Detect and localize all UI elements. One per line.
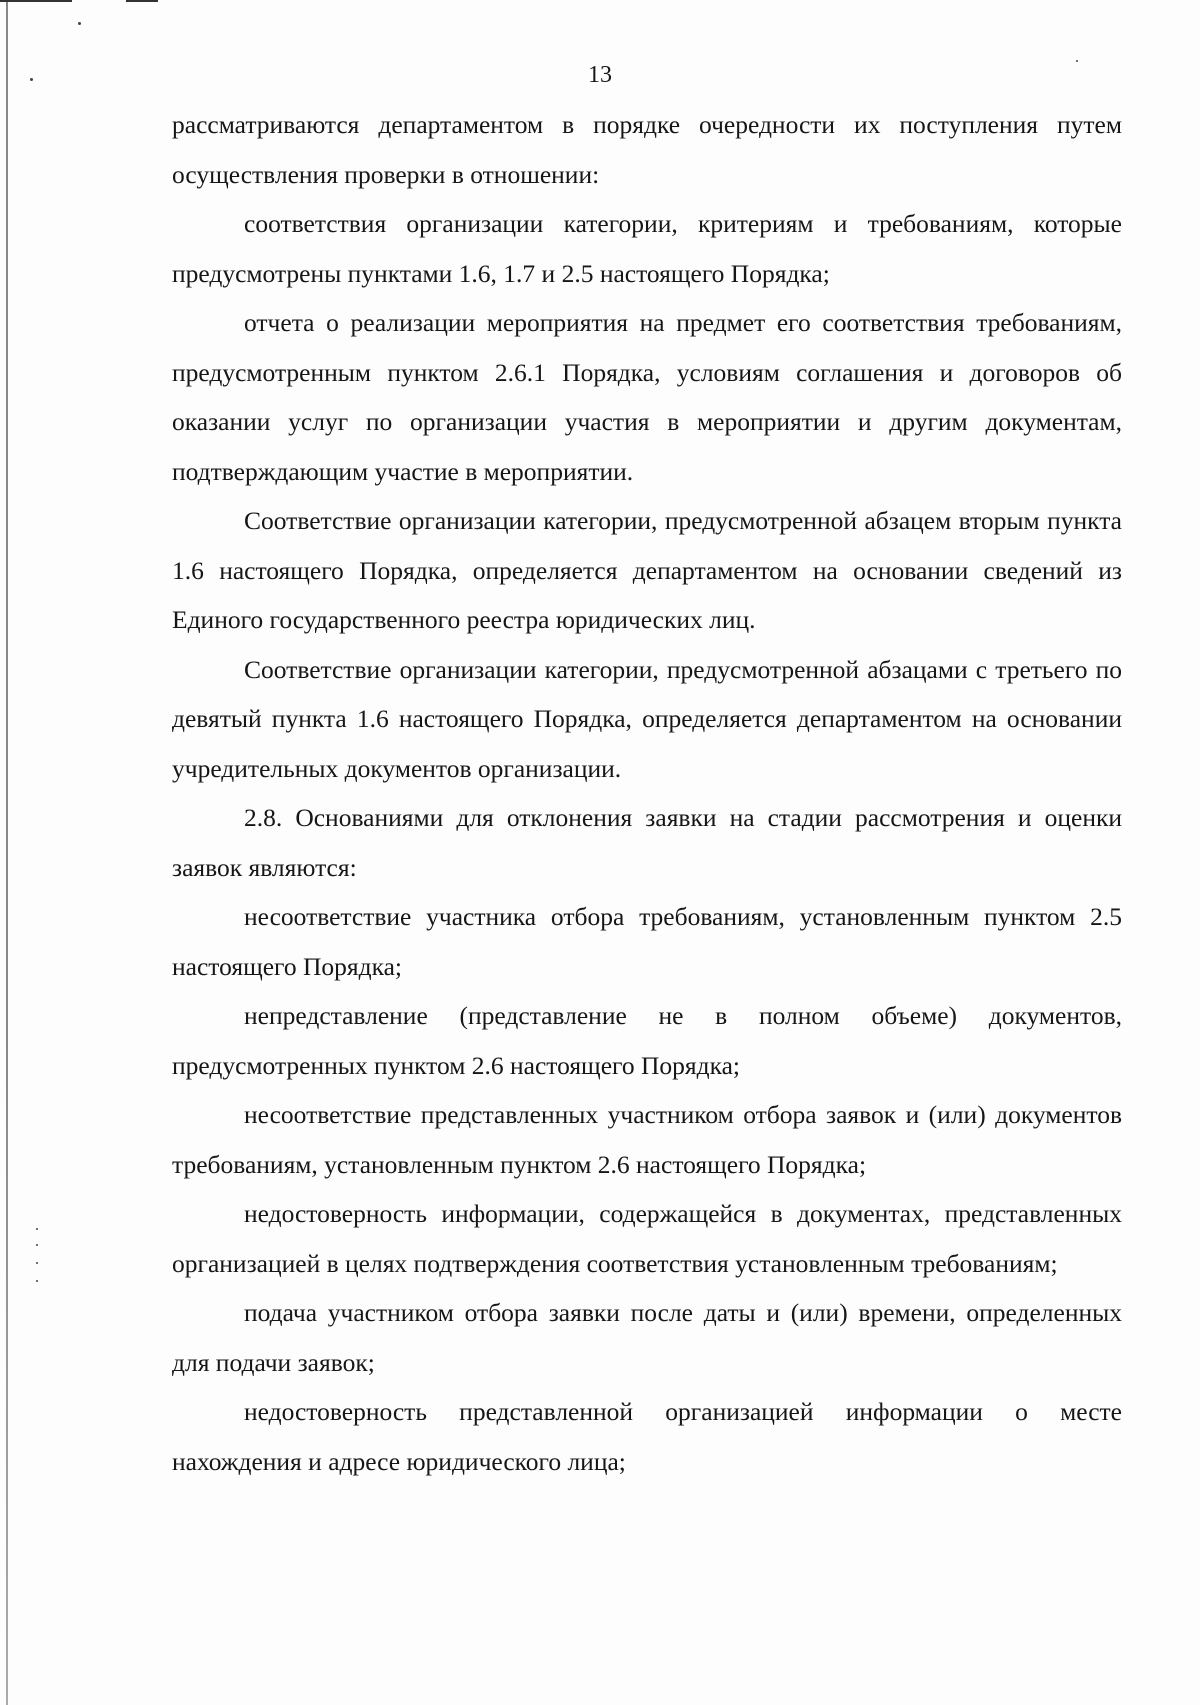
scan-speck bbox=[36, 1244, 38, 1246]
paragraph: недостоверность представленной организацией информации о месте нахождения и адресе юридического лица; bbox=[172, 1397, 1122, 1476]
paragraph: Соответствие организации категории, предусмотренной абзацем вторым пункта 1.6 настоящего Порядка, определяется департаментом на основании сведений из Единого государственного реестра юридических лиц. bbox=[172, 506, 1122, 634]
scan-speck bbox=[78, 22, 81, 25]
paragraph: несоответствие участника отбора требованиям, установленным пунктом 2.5 настоящего Порядка; bbox=[172, 902, 1122, 981]
scan-speck bbox=[36, 1280, 38, 1282]
paragraph: непредставление (представление не в полном объеме) документов, предусмотренных пунктом 2.6 настоящего Порядка; bbox=[172, 1001, 1122, 1080]
paragraph: несоответствие представленных участником отбора заявок и (или) документов требованиям, установленным пунктом 2.6 настоящего Порядка; bbox=[172, 1100, 1122, 1179]
scan-speck bbox=[36, 1262, 38, 1264]
scan-speck bbox=[36, 1228, 38, 1230]
paragraph: соответствия организации категории, критериям и требованиям, которые предусмотрены пунктами 1.6, 1.7 и 2.5 настоящего Порядка; bbox=[172, 209, 1122, 288]
paragraph: 2.8. Основаниями для отклонения заявки на стадии рассмотрения и оценки заявок являются: bbox=[172, 803, 1122, 882]
paragraph: отчета о реализации мероприятия на предмет его соответствия требованиям, предусмотренным пунктом 2.6.1 Порядка, условиям соглашения и договоров об оказании услуг по организации участия в мероприятии и другим документам, подтверждающим участие в мероприятии. bbox=[172, 308, 1122, 486]
page-number: 13 bbox=[588, 62, 612, 88]
paragraph: подача участником отбора заявки после даты и (или) времени, определенных для подачи заявок; bbox=[172, 1298, 1122, 1377]
scan-line-top-right bbox=[126, 0, 158, 2]
paragraph: Соответствие организации категории, предусмотренной абзацами с третьего по девятый пункта 1.6 настоящего Порядка, определяется департаментом на основании учредительных документов организации. bbox=[172, 654, 1122, 783]
paragraph: недостоверность информации, содержащейся в документах, представленных организацией в целях подтверждения соответствия установленным требованиям; bbox=[172, 1199, 1122, 1278]
scan-line-top-left bbox=[0, 0, 72, 2]
paragraph: рассматриваются департаментом в порядке очередности их поступления путем осуществления проверки в отношении: bbox=[172, 110, 1122, 189]
document-body bbox=[172, 100, 1122, 1486]
scan-edge-left bbox=[6, 0, 8, 1705]
